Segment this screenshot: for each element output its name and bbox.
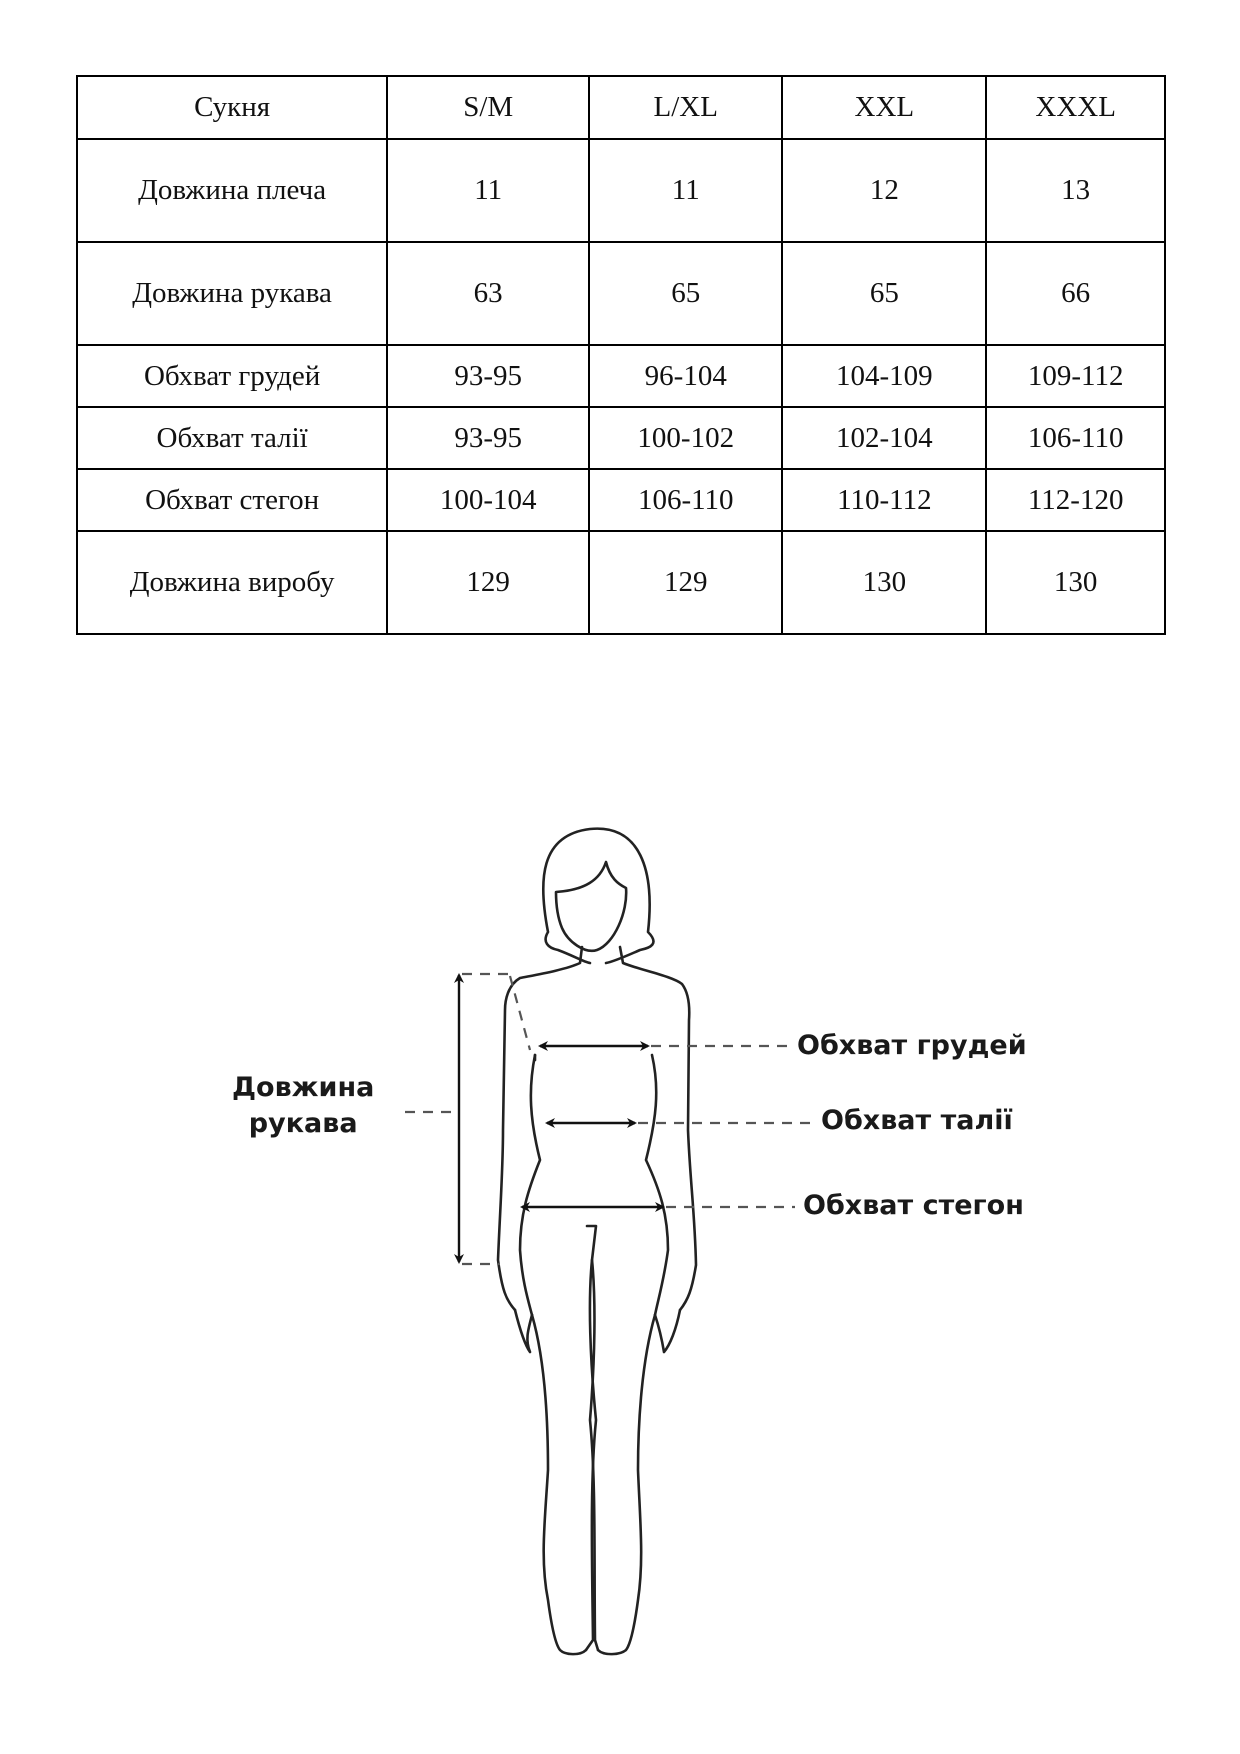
size-chart-table — [76, 75, 1166, 635]
table-cell: 130 — [986, 531, 1165, 634]
row-label: Довжина виробу — [77, 531, 387, 634]
row-label: Довжина плеча — [77, 139, 387, 242]
table-cell: 11 — [589, 139, 782, 242]
table-cell: 93-95 — [387, 407, 589, 469]
table-cell: 63 — [387, 242, 589, 345]
table-cell: 13 — [986, 139, 1165, 242]
hip-label: Обхват стегон — [803, 1190, 1024, 1221]
header-cell-size: S/M — [387, 76, 589, 139]
table-cell: 106-110 — [986, 407, 1165, 469]
table-row — [77, 345, 1165, 407]
sleeve-length-label — [232, 1070, 374, 1142]
table-cell: 109-112 — [986, 345, 1165, 407]
table-cell: 129 — [589, 531, 782, 634]
table-cell: 11 — [387, 139, 589, 242]
table-cell: 93-95 — [387, 345, 589, 407]
table-cell: 130 — [782, 531, 986, 634]
row-label: Обхват талії — [77, 407, 387, 469]
table-cell: 100-104 — [387, 469, 589, 531]
table-cell: 100-102 — [589, 407, 782, 469]
sleeve-length-label-line1: Довжина — [232, 1072, 375, 1103]
table-row — [77, 531, 1165, 634]
table-header-row — [77, 76, 1165, 139]
table-row — [77, 407, 1165, 469]
table-cell: 65 — [589, 242, 782, 345]
table-cell: 129 — [387, 531, 589, 634]
table-row — [77, 242, 1165, 345]
table-cell: 110-112 — [782, 469, 986, 531]
table-cell: 102-104 — [782, 407, 986, 469]
row-label: Обхват стегон — [77, 469, 387, 531]
table-cell: 106-110 — [589, 469, 782, 531]
table-cell: 66 — [986, 242, 1165, 345]
waist-label: Обхват талії — [821, 1105, 1013, 1136]
table-row — [77, 139, 1165, 242]
table-cell: 112-120 — [986, 469, 1165, 531]
row-label: Обхват грудей — [77, 345, 387, 407]
chest-label: Обхват грудей — [797, 1030, 1027, 1061]
table-cell: 65 — [782, 242, 986, 345]
sleeve-length-label-line2: рукава — [248, 1108, 358, 1139]
row-label: Довжина рукава — [77, 242, 387, 345]
header-cell-size: L/XL — [589, 76, 782, 139]
table-cell: 96-104 — [589, 345, 782, 407]
header-cell-size: XXXL — [986, 76, 1165, 139]
header-cell-garment: Сукня — [77, 76, 387, 139]
table-row — [77, 469, 1165, 531]
table-cell: 104-109 — [782, 345, 986, 407]
header-cell-size: XXL — [782, 76, 986, 139]
table-cell: 12 — [782, 139, 986, 242]
